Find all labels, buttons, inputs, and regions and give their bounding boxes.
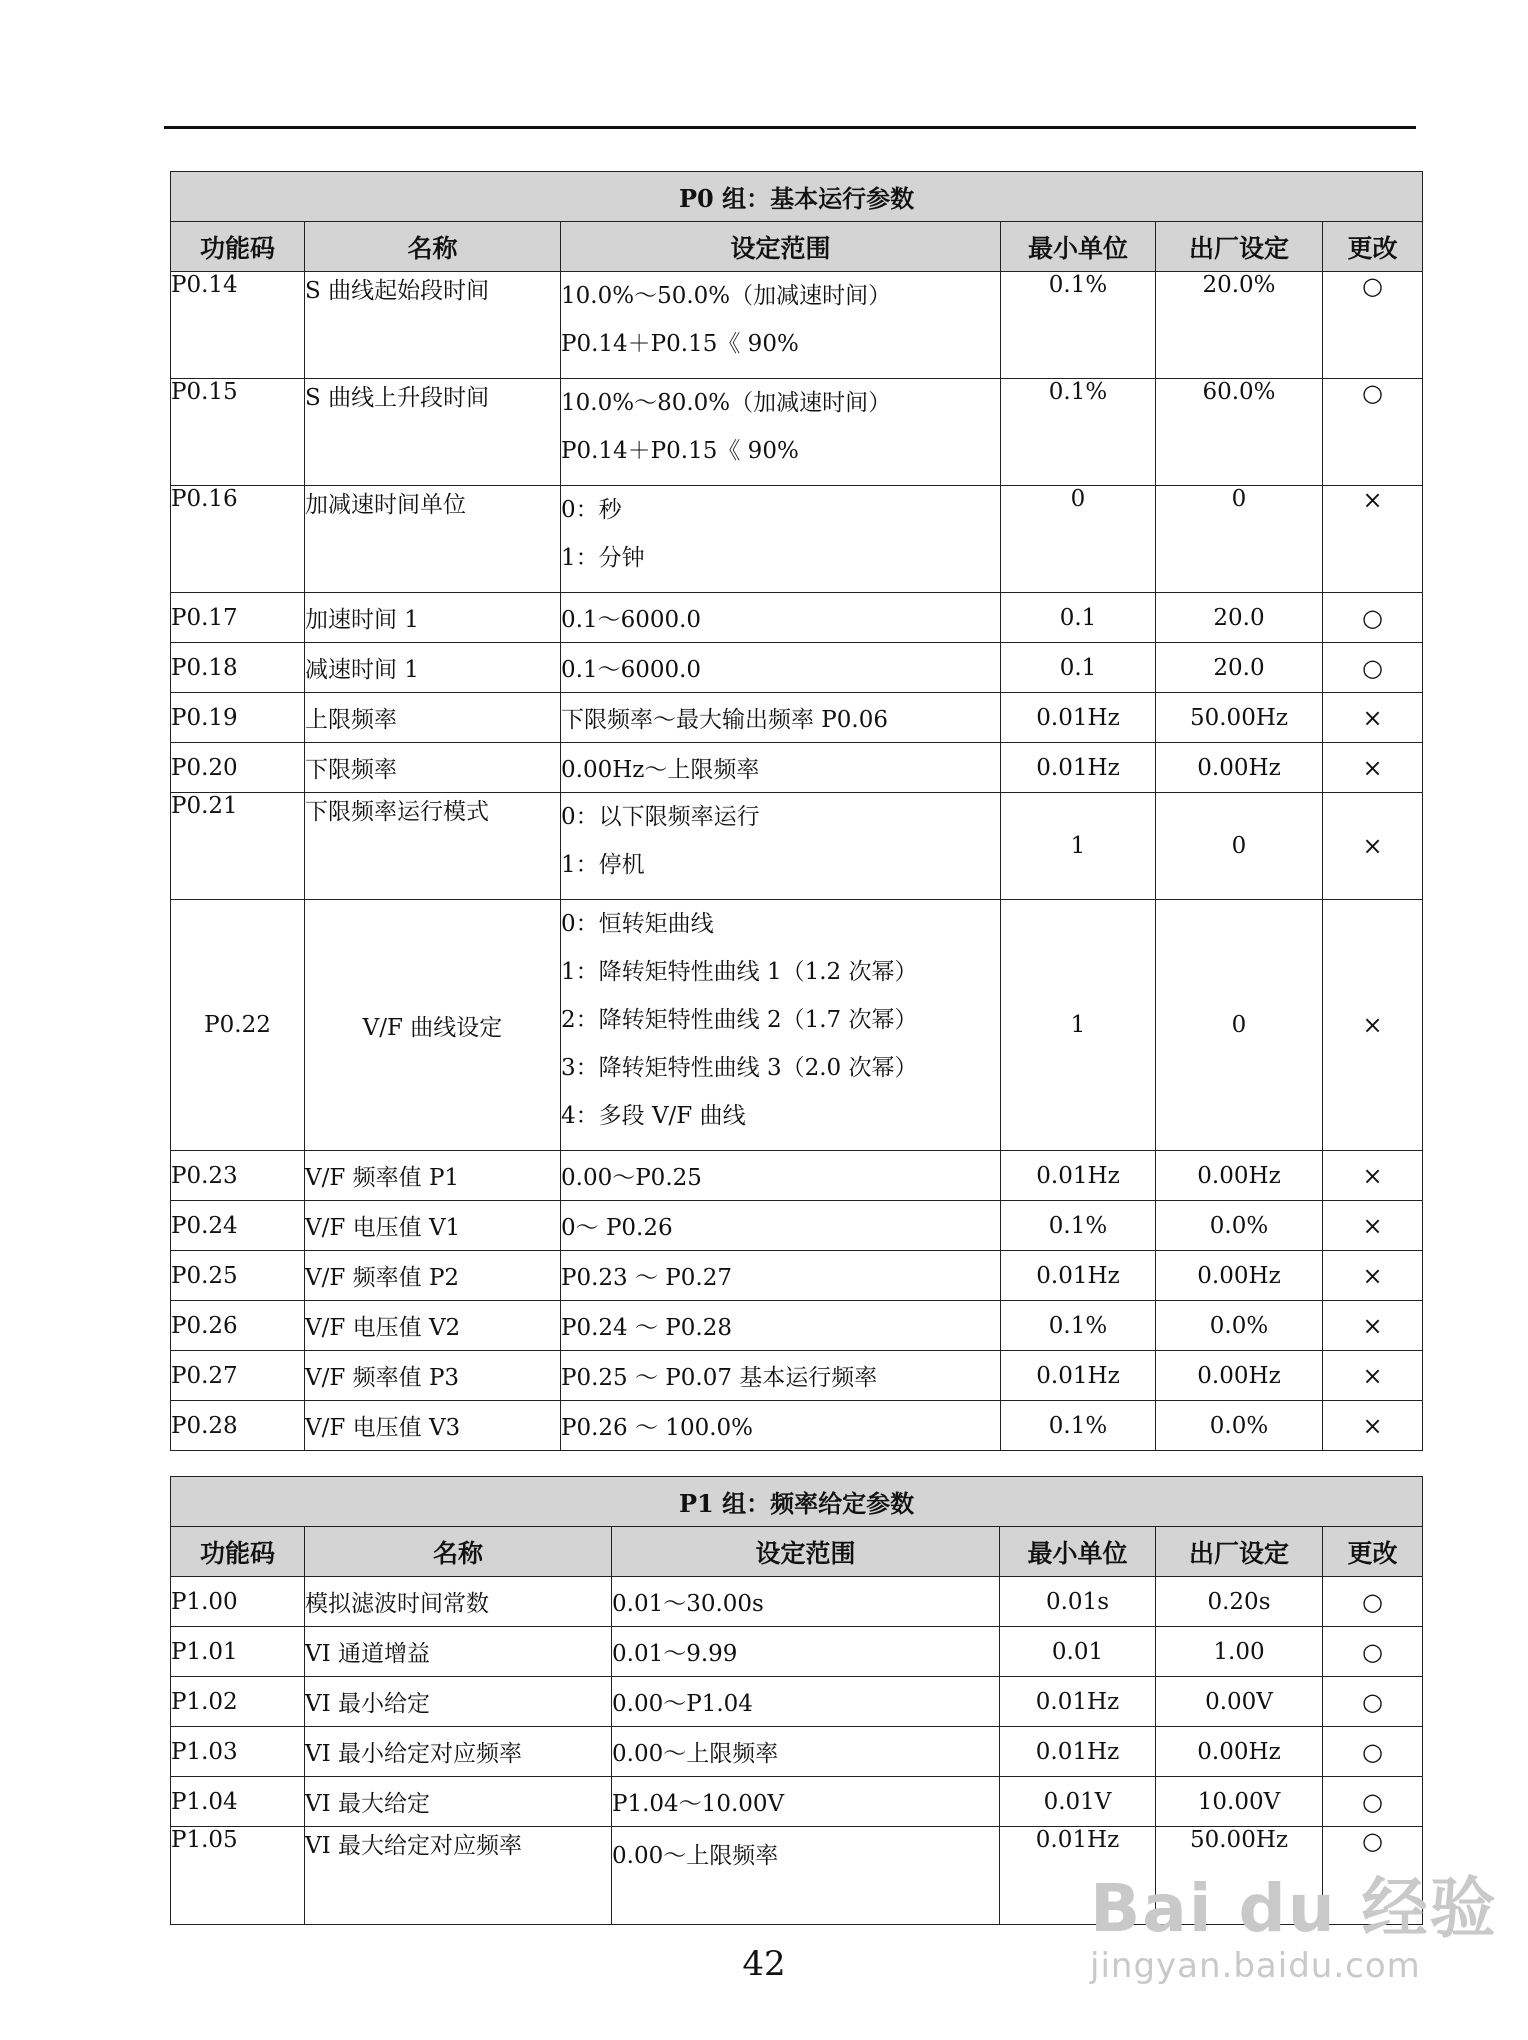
range-line: 1：降转矩特性曲线 1（1.2 次幂） [561,959,918,985]
table-row [171,1777,1423,1827]
param-code: P0.19 [171,693,305,743]
param-name: V/F 电压值 V3 [305,1401,561,1451]
change-mark: × [1323,793,1423,900]
param-unit: 0.1% [1001,272,1156,379]
change-mark: ○ [1323,1727,1423,1777]
param-range: 0.00～上限频率 [612,1827,1000,1925]
param-default: 0.00Hz [1156,1351,1323,1401]
param-unit: 1 [1001,900,1156,1151]
param-code: P0.28 [171,1401,305,1451]
table-caption: P0 组：基本运行参数 [171,172,1423,222]
change-mark: × [1323,1301,1423,1351]
change-mark: ○ [1323,643,1423,693]
param-range: 0.01～9.99 [612,1627,1000,1677]
param-unit: 0.01V [1000,1777,1156,1827]
param-default: 0 [1156,486,1323,593]
param-range [561,900,1001,1151]
param-name: V/F 电压值 V1 [305,1201,561,1251]
param-code: P1.01 [171,1627,305,1677]
range-line: 10.0%～50.0%（加减速时间） [561,283,892,309]
param-unit: 0.1% [1001,379,1156,486]
col-header-change: 更改 [1323,222,1423,272]
param-code: P0.15 [171,379,305,486]
param-name: 下限频率运行模式 [305,793,561,900]
col-header-unit: 最小单位 [1000,1527,1156,1577]
param-code: P0.14 [171,272,305,379]
param-default: 0 [1156,793,1323,900]
table-row [171,1251,1423,1301]
param-range: 0～ P0.26 [561,1201,1001,1251]
param-range: 0.00～P0.25 [561,1151,1001,1201]
param-code: P0.20 [171,743,305,793]
param-range: 0.1～6000.0 [561,593,1001,643]
param-name: 下限频率 [305,743,561,793]
param-unit: 0.01Hz [1001,1351,1156,1401]
param-default: 0.0% [1156,1401,1323,1451]
col-header-change: 更改 [1323,1527,1423,1577]
param-unit: 0.01s [1000,1577,1156,1627]
param-range [561,379,1001,486]
param-code: P0.21 [171,793,305,900]
param-default: 1.00 [1156,1627,1323,1677]
range-line: 1：分钟 [561,545,645,571]
param-unit: 0.1% [1001,1401,1156,1451]
param-name: VI 最小给定 [305,1677,612,1727]
param-range: P1.04～10.00V [612,1777,1000,1827]
param-unit: 0.01 [1000,1627,1156,1677]
change-mark: × [1323,693,1423,743]
param-name: S 曲线上升段时间 [305,379,561,486]
change-mark: × [1323,1151,1423,1201]
param-range: 下限频率～最大输出频率 P0.06 [561,693,1001,743]
col-header-unit: 最小单位 [1001,222,1156,272]
change-mark: × [1323,900,1423,1151]
table-row [171,1201,1423,1251]
watermark-logo: Bai du 经验 [1090,1870,1498,1947]
table-caption: P1 组：频率给定参数 [171,1477,1423,1527]
col-header-name: 名称 [305,222,561,272]
param-name: VI 通道增益 [305,1627,612,1677]
param-default: 0.20s [1156,1577,1323,1627]
param-default: 0.0% [1156,1201,1323,1251]
param-unit: 0.01Hz [1000,1727,1156,1777]
range-line: P0.14＋P0.15《 90% [561,331,799,357]
param-name: S 曲线起始段时间 [305,272,561,379]
table-row [171,1151,1423,1201]
param-default: 20.0 [1156,643,1323,693]
range-line: 2：降转矩特性曲线 2（1.7 次幂） [561,1007,918,1033]
change-mark: ○ [1323,1827,1423,1925]
table-row [171,1577,1423,1627]
param-default: 50.00Hz [1156,693,1323,743]
param-code: P0.17 [171,593,305,643]
param-unit: 0 [1001,486,1156,593]
param-default: 0.00Hz [1156,1251,1323,1301]
param-unit: 0.01Hz [1000,1677,1156,1727]
change-mark: × [1323,1201,1423,1251]
table-row [171,486,1423,593]
range-line: 1：停机 [561,852,645,878]
param-code: P1.05 [171,1827,305,1925]
param-name: V/F 电压值 V2 [305,1301,561,1351]
param-default: 0.00V [1156,1677,1323,1727]
param-code: P1.04 [171,1777,305,1827]
change-mark: × [1323,1401,1423,1451]
change-mark: × [1323,743,1423,793]
col-header-range: 设定范围 [561,222,1001,272]
change-mark: ○ [1323,1677,1423,1727]
col-header-range: 设定范围 [612,1527,1000,1577]
param-range: P0.23 ～ P0.27 [561,1251,1001,1301]
param-code: P0.24 [171,1201,305,1251]
col-header-code: 功能码 [171,222,305,272]
param-code: P0.23 [171,1151,305,1201]
table-row [171,1351,1423,1401]
change-mark: ○ [1323,593,1423,643]
change-mark: ○ [1323,1777,1423,1827]
param-code: P0.26 [171,1301,305,1351]
param-range: 0.00Hz～上限频率 [561,743,1001,793]
param-name: VI 最大给定对应频率 [305,1827,612,1925]
col-header-name: 名称 [305,1527,612,1577]
param-unit: 0.1% [1001,1201,1156,1251]
change-mark: ○ [1323,272,1423,379]
param-name: V/F 频率值 P1 [305,1151,561,1201]
param-code: P1.03 [171,1727,305,1777]
param-name: 减速时间 1 [305,643,561,693]
table-row [171,1627,1423,1677]
param-default: 0.00Hz [1156,1151,1323,1201]
param-default: 0.0% [1156,1301,1323,1351]
param-range: P0.25 ～ P0.07 基本运行频率 [561,1351,1001,1401]
param-range: 0.00～上限频率 [612,1727,1000,1777]
param-unit: 0.1 [1001,643,1156,693]
change-mark: ○ [1323,1627,1423,1677]
range-line: 4：多段 V/F 曲线 [561,1103,746,1129]
watermark-url: jingyan.baidu.com [1090,1946,1421,1986]
param-unit: 0.01Hz [1001,743,1156,793]
table-row [171,272,1423,379]
table-row [171,693,1423,743]
page-number: 42 [742,1944,786,1984]
param-range: 0.00～P1.04 [612,1677,1000,1727]
param-name: 加减速时间单位 [305,486,561,593]
param-default: 0.00Hz [1156,1727,1323,1777]
watermark [1090,1855,1498,1986]
param-code: P0.25 [171,1251,305,1301]
param-default: 10.00V [1156,1777,1323,1827]
col-header-code: 功能码 [171,1527,305,1577]
param-unit: 0.01Hz [1001,1251,1156,1301]
param-name: 上限频率 [305,693,561,743]
table-row [171,1401,1423,1451]
param-code: P1.00 [171,1577,305,1627]
param-code: P0.22 [171,900,305,1151]
param-unit: 0.01Hz [1000,1827,1156,1925]
param-unit: 1 [1001,793,1156,900]
range-line: 0：恒转矩曲线 [561,911,714,937]
param-code: P0.27 [171,1351,305,1401]
param-unit: 0.1% [1001,1301,1156,1351]
param-unit: 0.01Hz [1001,693,1156,743]
range-line: P0.14＋P0.15《 90% [561,438,799,464]
change-mark: ○ [1323,379,1423,486]
p0-parameter-table [170,171,1423,1451]
param-default: 20.0% [1156,272,1323,379]
param-default: 20.0 [1156,593,1323,643]
table-row [171,379,1423,486]
change-mark: × [1323,486,1423,593]
range-line: 0：秒 [561,497,622,523]
change-mark: × [1323,1251,1423,1301]
header-rule [164,126,1416,129]
table-row [171,593,1423,643]
table-row [171,1727,1423,1777]
table-row [171,1677,1423,1727]
range-line: 0：以下限频率运行 [561,804,760,830]
col-header-default: 出厂设定 [1156,222,1323,272]
param-range: P0.26 ～ 100.0% [561,1401,1001,1451]
param-code: P0.16 [171,486,305,593]
param-name: VI 最大给定 [305,1777,612,1827]
param-default: 0 [1156,900,1323,1151]
param-name: V/F 频率值 P3 [305,1351,561,1401]
param-range [561,272,1001,379]
table-row [171,793,1423,900]
table-row [171,643,1423,693]
param-range [561,486,1001,593]
param-range: 0.1～6000.0 [561,643,1001,693]
param-name: V/F 频率值 P2 [305,1251,561,1301]
param-name: 模拟滤波时间常数 [305,1577,612,1627]
param-code: P1.02 [171,1677,305,1727]
col-header-default: 出厂设定 [1156,1527,1323,1577]
param-range: 0.01～30.00s [612,1577,1000,1627]
param-name: 加速时间 1 [305,593,561,643]
param-unit: 0.1 [1001,593,1156,643]
param-code: P0.18 [171,643,305,693]
param-range [561,793,1001,900]
change-mark: ○ [1323,1577,1423,1627]
param-name: VI 最小给定对应频率 [305,1727,612,1777]
param-name: V/F 曲线设定 [305,900,561,1151]
range-line: 3：降转矩特性曲线 3（2.0 次幂） [561,1055,918,1081]
range-line: 10.0%～80.0%（加减速时间） [561,390,892,416]
table-row [171,743,1423,793]
param-range: P0.24 ～ P0.28 [561,1301,1001,1351]
table-row [171,900,1423,1151]
change-mark: × [1323,1351,1423,1401]
param-default: 0.00Hz [1156,743,1323,793]
param-default: 60.0% [1156,379,1323,486]
param-default: 50.00Hz [1156,1827,1323,1925]
table-row [171,1301,1423,1351]
param-unit: 0.01Hz [1001,1151,1156,1201]
